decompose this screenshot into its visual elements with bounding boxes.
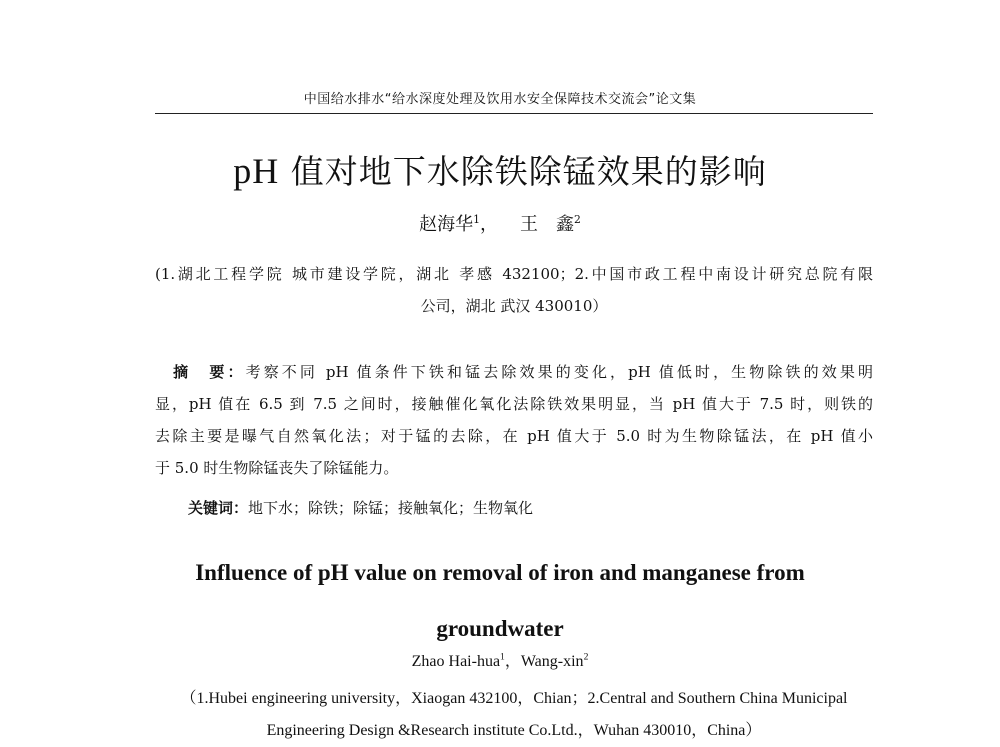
author-1-cn: 赵海华 (419, 214, 474, 235)
author-separator-en: ， (504, 653, 521, 670)
authors-en (0, 648, 1000, 671)
affiliation-en-line-1: （1.Hubei engineering university，Xiaogan 432100，Chian；2.Central and Southern China Municipal (180, 690, 848, 707)
abstract-line-3: 去除主要是曝气自然氧化法；对于锰的去除，在 pH 值大于 5.0 时为生物除锰法，在 pH 值小 (155, 427, 873, 445)
author-2-cn: 王 鑫 (520, 214, 574, 235)
affiliation-cn-line-1: (1.湖北工程学院 城市建设学院，湖北 孝感 432100；2.中国市政工程中南设计研究总院有限 (155, 265, 873, 283)
author-separator-cn: ， (480, 214, 498, 235)
abstract-label: 摘 要： (173, 363, 246, 381)
paper-title (0, 146, 1000, 193)
abstract-line-1-text: 考察不同 pH 值条件下铁和锰去除效果的变化，pH 值低时，生物除铁的效果明 (245, 363, 873, 381)
keywords-text: 地下水；除铁；除锰；接触氧化；生物氧化 (248, 499, 534, 517)
affiliation-cn (155, 258, 873, 322)
author-1-en: Zhao Hai-hua (411, 653, 501, 670)
authors-cn (0, 210, 1000, 236)
proceedings-header: 中国给水排水“给水深度处理及饮用水安全保障技术交流会”论文集 (303, 92, 697, 107)
keywords-label: 关键词： (188, 499, 249, 517)
english-title-line-1: Influence of pH value on removal of iron and manganese from (195, 560, 805, 585)
paper-title-ph: pH (233, 151, 280, 191)
abstract-line-4: 于 5.0 时生物除锰丧失了除锰能力。 (155, 459, 399, 477)
affiliation-en-line-2: Engineering Design &Research institute Co.Ltd.，Wuhan 430010，China） (266, 722, 762, 739)
author-2-cn-sup: 2 (574, 213, 581, 226)
abstract-line-1 (155, 356, 873, 388)
header-rule (155, 113, 873, 114)
author-1-cn-sup: 1 (473, 213, 480, 226)
english-title (0, 545, 1000, 657)
keywords-cn (188, 497, 533, 518)
abstract-cn (155, 356, 873, 484)
paper-title-rest: 值对地下水除铁除锰效果的影响 (279, 152, 767, 191)
affiliation-en (155, 683, 873, 747)
english-title-line-2: groundwater (436, 616, 564, 641)
affiliation-cn-line-2: 公司，湖北 武汉 430010） (420, 297, 608, 315)
abstract-line-2: 显，pH 值在 6.5 到 7.5 之间时，接触催化氧化法除铁效果明显，当 pH 值大于 7.5 时，则铁的 (155, 395, 873, 413)
author-1-en-sup: 1 (500, 651, 505, 663)
author-2-en-sup: 2 (583, 651, 589, 663)
author-2-en: Wang-xin (520, 653, 584, 670)
